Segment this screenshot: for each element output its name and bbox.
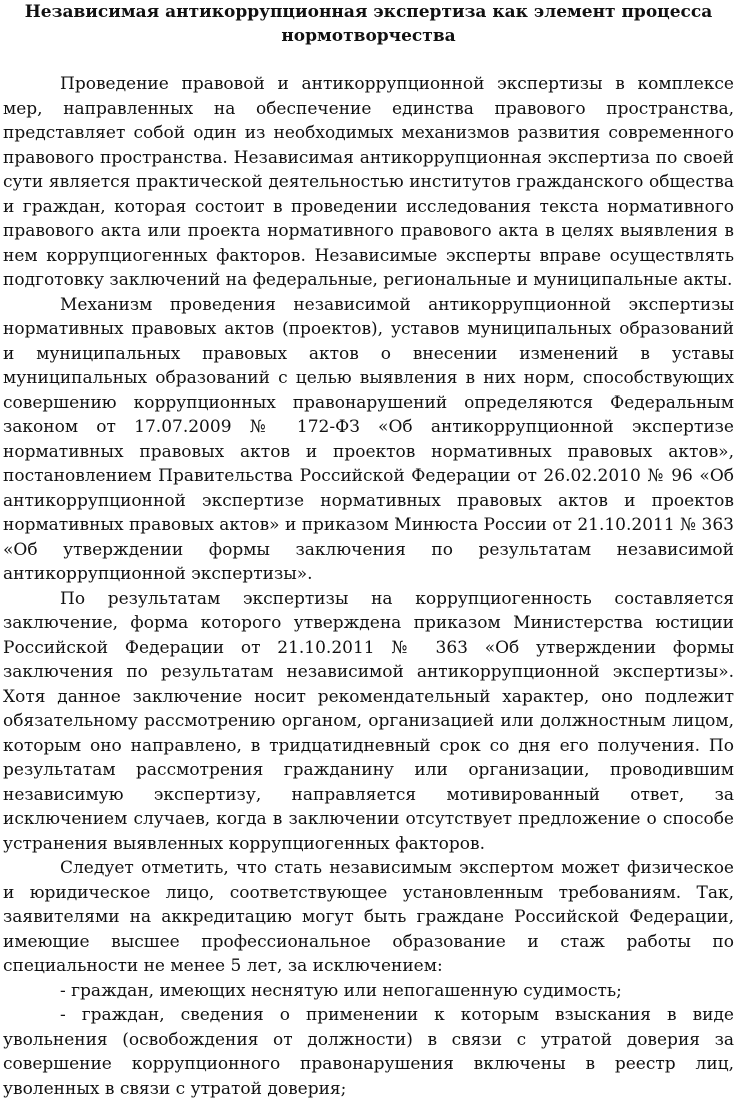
document-page (3, 0, 734, 1101)
paragraph-expertise-overview: Проведение правовой и антикоррупционной экспертизы в комплексе мер, направленных на обеспечение единства правового пространства, представляет собой один из необходимых механизмов развития современного правового пространства. Независимая антикоррупционная экспертиза по своей сути является практической деятельностью институтов гражданского общества и граждан, которая состоит в проведении исследования текста нормативного правового акта или проекта нормативного правового акта в целях выявления в нем коррупциогенных факторов. Независимые эксперты вправе осуществлять подготовку заключений на федеральные, региональные и муниципальные акты. (3, 74, 734, 290)
list-item-exclusion-loss-of-trust: - граждан, сведения о применении к которым взыскания в виде увольнения (освобождения от должности) в связи с утратой доверия за совершение коррупционного правонарушения включены в реестр лиц, уволенных в связи с утратой доверия; (3, 1005, 734, 1099)
paragraph-expertise-conclusion: По результатам экспертизы на коррупциогенность составляется заключение, форма которого утверждена приказом Министерства юстиции Российской Федерации от 21.10.2011 № 363 «Об утверждении формы заключения по результатам независимой антикоррупционной экспертизы». Хотя данное заключение носит рекомендательный характер, оно подлежит обязательному рассмотрению органом, организацией или должностным лицом, которым оно направлено, в тридцатидневный срок со дня его получения. По результатам рассмотрения гражданину или организации, проводившим независимую экспертизу, направляется мотивированный ответ, за исключением случаев, когда в заключении отсутствует предложение о способе устранения выявленных коррупциогенных факторов. (3, 588, 734, 854)
document-title (3, 0, 734, 48)
document-title-line: нормотворчества (281, 26, 456, 46)
paragraph-legal-framework: Механизм проведения независимой антикоррупционной экспертизы нормативных правовых актов (проектов), уставов муниципальных образований и муниципальных правовых актов о внесении изменений в уставы муниципальных образований с целью выявления в них норм, способствующих совершению коррупционных правонарушений определяются Федеральным законом от 17.07.2009 № 172-ФЗ «Об антикоррупционной экспертизе нормативных правовых актов и проектов нормативных правовых актов», постановлением Правительства Российской Федерации от 26.02.2010 № 96 «Об антикоррупционной экспертизе нормативных правовых актов и проектов нормативных правовых актов» и приказом Минюста России от 21.10.2011 № 363 «Об утверждении формы заключения по результатам независимой антикоррупционной экспертизы». (3, 294, 734, 584)
list-item-exclusion-criminal-record: - граждан, имеющих неснятую или непогашенную судимость; (60, 980, 622, 1001)
paragraph-expert-requirements: Следует отметить, что стать независимым экспертом может физическое и юридическое лицо, соответствующее установленным требованиям. Так, заявителями на аккредитацию могут быть граждане Российской Федерации, имеющие высшее профессиональное образование и стаж работы по специальности не менее 5 лет, за исключением: (3, 858, 734, 976)
document-title-line: Независимая антикоррупционная экспертиза как элемент процесса (24, 2, 713, 22)
